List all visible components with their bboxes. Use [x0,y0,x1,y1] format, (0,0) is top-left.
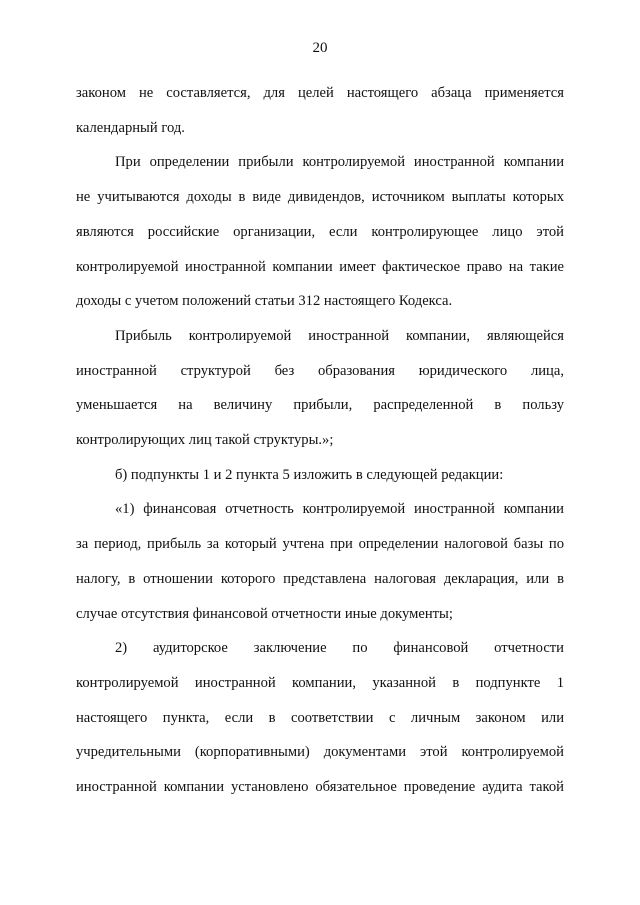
paragraph-1 [76,76,564,145]
paragraph-4 [76,458,564,493]
paragraph-5 [76,492,564,631]
document-body [76,76,564,805]
text-line: законом не составляется, для целей настоящего абзаца применяется [76,85,564,101]
text-line: настоящего пункта, если в соответствии с личным законом или [76,709,564,726]
text-line: 2) аудиторское заключение по финансовой отчетности [115,640,564,657]
text-line: При определении прибыли контролируемой иностранной компании [115,154,564,171]
text-line: иностранной компании установлено обязательное проведение аудита такой [76,779,564,796]
text-line: календарный год. [76,119,185,136]
text-line: иностранной структурой без образования юридического лица, [76,362,564,379]
text-line: Прибыль контролируемой иностранной компании, являющейся [115,327,564,344]
text-line: контролируемой иностранной компании, указанной в подпункте 1 [76,674,564,691]
paragraph-2 [76,145,564,319]
text-line: контролирующих лиц такой структуры.»; [76,432,334,449]
text-line: налогу, в отношении которого представлена налоговая декларация, или в [76,570,564,587]
text-line: являются российские организации, если контролирующее лицо этой [76,223,564,240]
text-line: контролируемой иностранной компании имеет фактическое право на такие [76,258,564,275]
text-line: уменьшается на величину прибыли, распределенной в пользу [76,397,564,414]
text-line: не учитываются доходы в виде дивидендов, источником выплаты которых [76,189,564,206]
text-line: доходы с учетом положений статьи 312 настоящего Кодекса. [76,293,453,310]
text-line: случае отсутствия финансовой отчетности иные документы; [76,605,453,622]
paragraph-3 [76,319,564,458]
text-line: учредительными (корпоративными) документами этой контролируемой [76,744,564,761]
text-line: «1) финансовая отчетность контролируемой иностранной компании [115,501,564,518]
text-line: б) подпункты 1 и 2 пункта 5 изложить в следующей редакции: [115,466,504,483]
page-number: 20 [312,40,328,56]
text-line: за период, прибыль за который учтена при определении налоговой базы по [76,536,564,553]
paragraph-6 [76,631,564,805]
